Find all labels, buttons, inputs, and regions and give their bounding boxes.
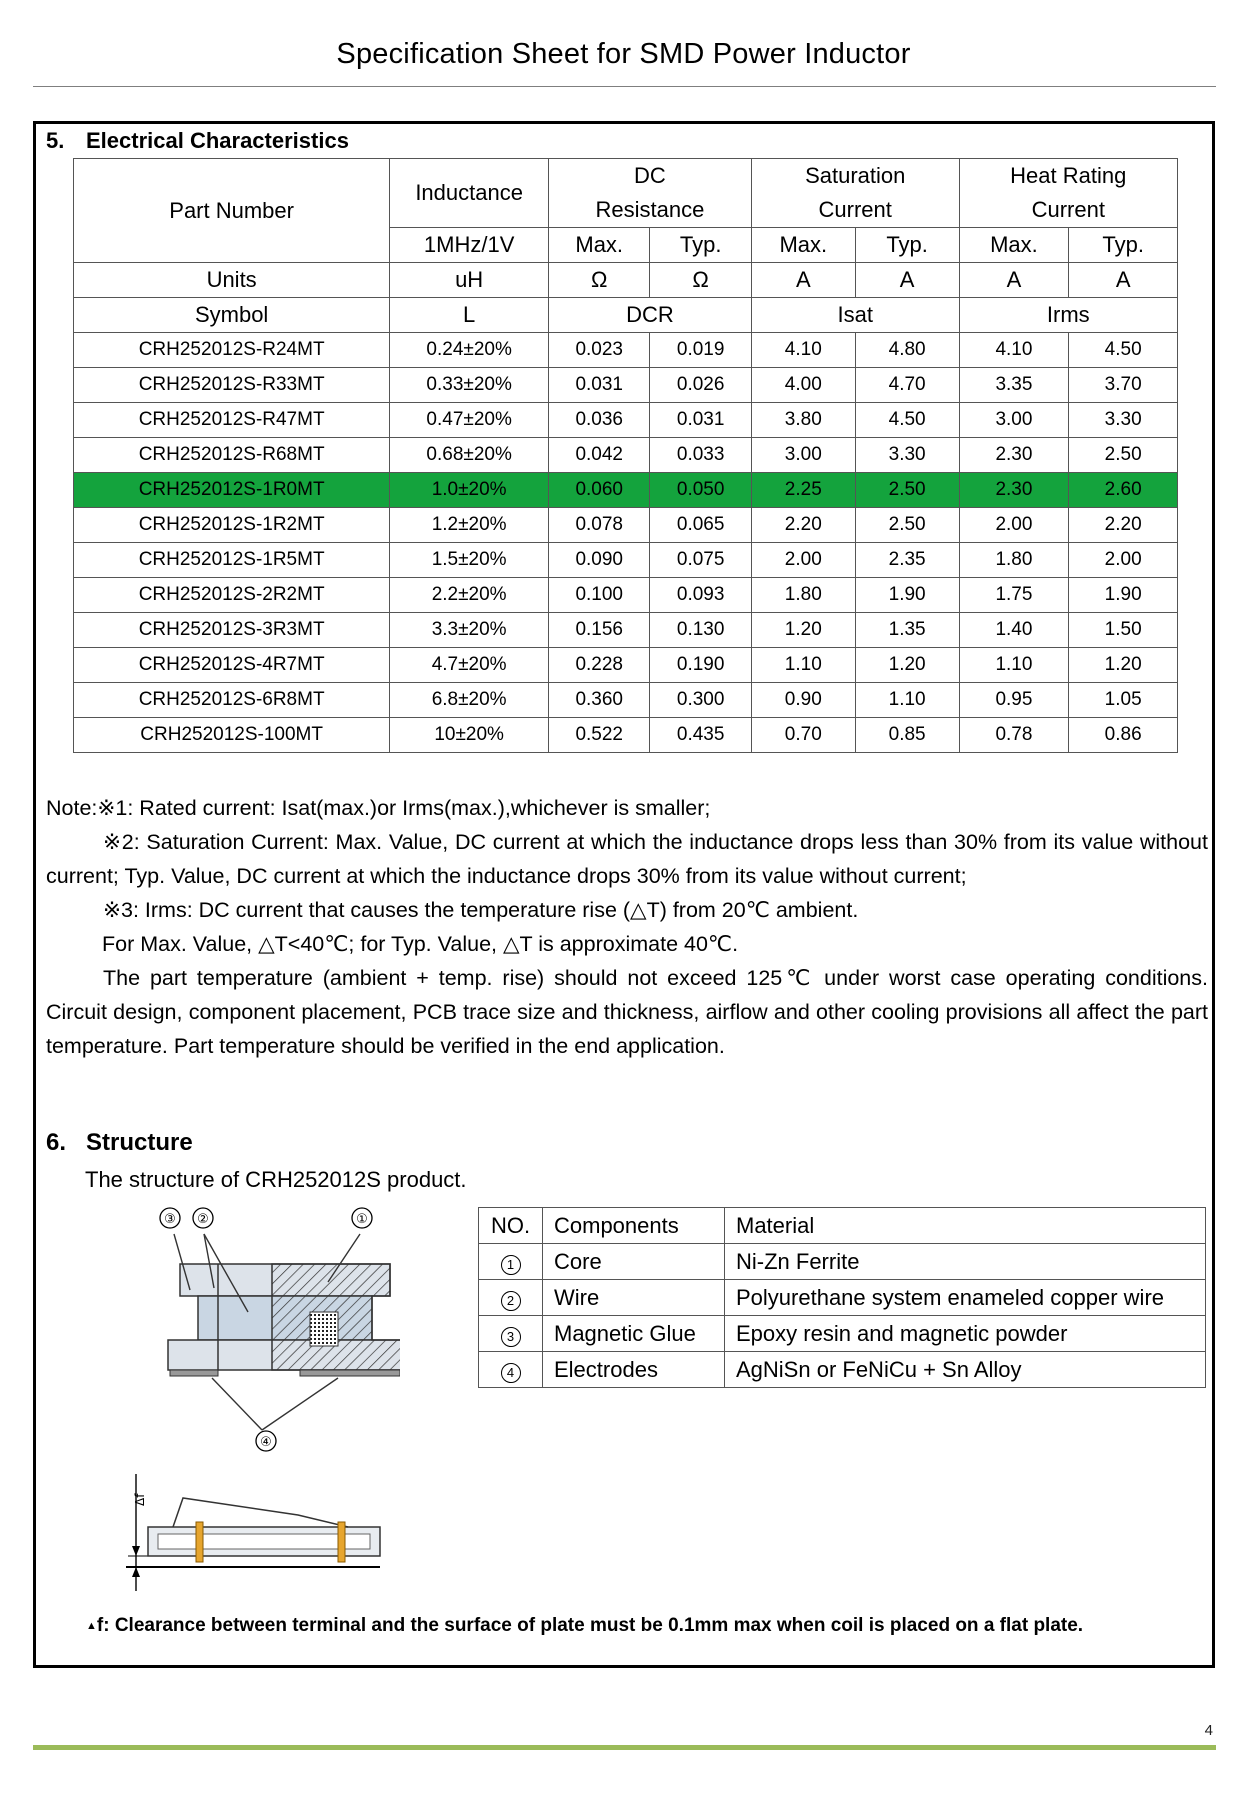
symbol-label: Symbol [74, 298, 390, 333]
cell-irms-typ: 0.86 [1069, 718, 1178, 753]
header-irms-typ: Typ. [1069, 228, 1178, 263]
units-dcr-typ: Ω [650, 263, 751, 298]
structure-intro: The structure of CRH252012S product. [85, 1167, 467, 1192]
cell-part-number: CRH252012S-2R2MT [74, 578, 390, 613]
component-name: Magnetic Glue [543, 1316, 725, 1352]
cell-inductance: 0.68±20% [390, 438, 549, 473]
cell-dcr-typ: 0.435 [650, 718, 751, 753]
footer-divider [33, 1745, 1216, 1750]
cell-isat-max: 4.00 [751, 368, 855, 403]
cell-part-number: CRH252012S-R33MT [74, 368, 390, 403]
terminal-right [338, 1522, 345, 1562]
cell-irms-max: 1.10 [959, 648, 1069, 683]
cell-isat-max: 1.10 [751, 648, 855, 683]
cell-irms-max: 2.00 [959, 508, 1069, 543]
cell-isat-typ: 3.30 [855, 438, 959, 473]
cell-isat-max: 2.00 [751, 543, 855, 578]
electrical-characteristics-table [73, 158, 1178, 753]
table-row [74, 718, 1178, 753]
delta-f-label: Δf [133, 1493, 147, 1506]
cell-dcr-typ: 0.019 [650, 333, 751, 368]
measure-arrow-up [132, 1567, 140, 1577]
header-heat-line2: Current [1031, 197, 1105, 222]
component-material: AgNiSn or FeNiCu + Sn Alloy [725, 1352, 1206, 1388]
cell-inductance: 0.47±20% [390, 403, 549, 438]
component-number-badge: 2 [501, 1291, 521, 1311]
component-row [479, 1352, 1206, 1388]
cell-isat-typ: 1.20 [855, 648, 959, 683]
cell-irms-max: 3.35 [959, 368, 1069, 403]
cell-irms-max: 1.75 [959, 578, 1069, 613]
cell-dcr-max: 0.090 [549, 543, 650, 578]
electrode-right [300, 1370, 400, 1376]
cell-part-number: CRH252012S-1R0MT [74, 473, 390, 508]
cell-dcr-max: 0.360 [549, 683, 650, 718]
section-6-title [46, 1129, 193, 1157]
cell-part-number: CRH252012S-1R2MT [74, 508, 390, 543]
cell-irms-max: 4.10 [959, 333, 1069, 368]
cell-part-number: CRH252012S-3R3MT [74, 613, 390, 648]
table-row [74, 683, 1178, 718]
table-row-highlighted [74, 473, 1178, 508]
cell-isat-typ: 1.90 [855, 578, 959, 613]
section-5-title [46, 128, 349, 154]
cell-irms-typ: 3.30 [1069, 403, 1178, 438]
component-name: Electrodes [543, 1352, 725, 1388]
cell-irms-typ: 1.50 [1069, 613, 1178, 648]
symbol-irms: Irms [959, 298, 1177, 333]
header-saturation-current [751, 159, 959, 228]
cell-dcr-max: 0.023 [549, 333, 650, 368]
diagram-label-2: ② [197, 1212, 209, 1227]
table-row [74, 438, 1178, 473]
cell-isat-typ: 2.35 [855, 543, 959, 578]
cell-part-number: CRH252012S-R24MT [74, 333, 390, 368]
cell-dcr-max: 0.036 [549, 403, 650, 438]
cell-isat-typ: 2.50 [855, 508, 959, 543]
comp-header-components: Components [543, 1208, 725, 1244]
cell-inductance: 4.7±20% [390, 648, 549, 683]
table-row [74, 648, 1178, 683]
cell-irms-typ: 2.50 [1069, 438, 1178, 473]
component-number-badge: 3 [501, 1327, 521, 1347]
section-6-number: 6. [46, 1129, 67, 1156]
symbol-isat: Isat [751, 298, 959, 333]
diagram-label-3: ③ [164, 1212, 176, 1227]
electrode-left [170, 1370, 218, 1376]
cell-inductance: 6.8±20% [390, 683, 549, 718]
inductor-structure-diagram [150, 1202, 400, 1457]
cell-inductance: 3.3±20% [390, 613, 549, 648]
component-number-badge: 4 [501, 1363, 521, 1383]
cell-irms-max: 1.40 [959, 613, 1069, 648]
header-dcr-typ: Typ. [650, 228, 751, 263]
units-irms-max: A [959, 263, 1069, 298]
component-row [479, 1280, 1206, 1316]
cell-irms-typ: 1.90 [1069, 578, 1178, 613]
header-heat-rating-current [959, 159, 1177, 228]
note-4: For Max. Value, △T<40℃; for Typ. Value, △T is approximate 40℃. [102, 932, 739, 956]
section-5-number: 5. [46, 128, 65, 153]
component-no [479, 1316, 543, 1352]
comp-header-no: NO. [479, 1208, 543, 1244]
cell-dcr-typ: 0.093 [650, 578, 751, 613]
cell-isat-max: 4.10 [751, 333, 855, 368]
component-number-badge: 1 [501, 1255, 521, 1275]
table-row [74, 578, 1178, 613]
cell-dcr-typ: 0.031 [650, 403, 751, 438]
header-irms-max: Max. [959, 228, 1069, 263]
cell-isat-typ: 4.80 [855, 333, 959, 368]
cell-isat-max: 1.80 [751, 578, 855, 613]
cell-dcr-max: 0.522 [549, 718, 650, 753]
table-row [74, 613, 1178, 648]
cell-isat-typ: 1.35 [855, 613, 959, 648]
units-inductance: uH [390, 263, 549, 298]
cell-irms-typ: 2.20 [1069, 508, 1178, 543]
header-test-frequency: 1MHz/1V [390, 228, 549, 263]
cell-inductance: 10±20% [390, 718, 549, 753]
component-no [479, 1280, 543, 1316]
cell-inductance: 2.2±20% [390, 578, 549, 613]
cell-dcr-max: 0.060 [549, 473, 650, 508]
page-title: Specification Sheet for SMD Power Inductor [336, 38, 911, 70]
triangle-icon: ▲ [86, 1620, 97, 1632]
note-2: ※2: Saturation Current: Max. Value, DC current at which the inductance drops less than 30% from its value without current; Typ. Value, DC current at which the inductance drops 30% from its value without current; [46, 830, 1208, 888]
header-isat-max: Max. [751, 228, 855, 263]
units-irms-typ: A [1069, 263, 1178, 298]
component-material: Ni-Zn Ferrite [725, 1244, 1206, 1280]
cell-dcr-typ: 0.130 [650, 613, 751, 648]
cell-irms-max: 2.30 [959, 473, 1069, 508]
component-row [479, 1244, 1206, 1280]
cell-irms-typ: 1.05 [1069, 683, 1178, 718]
terminal-left [196, 1522, 203, 1562]
table-row [74, 333, 1178, 368]
note-1: Note:※1: Rated current: Isat(max.)or Irms(max.),whichever is smaller; [46, 796, 711, 820]
component-material: Epoxy resin and magnetic powder [725, 1316, 1206, 1352]
cell-isat-max: 2.25 [751, 473, 855, 508]
cell-inductance: 0.24±20% [390, 333, 549, 368]
symbol-inductance: L [390, 298, 549, 333]
table-row [74, 508, 1178, 543]
measure-arrow-down [132, 1546, 140, 1556]
component-name: Wire [543, 1280, 725, 1316]
note-5: The part temperature (ambient + temp. rise) should not exceed 125℃ under worst case operating conditions. Circuit design, component placement, PCB trace size and thickness, airflow and other cooling provisions all affect the part temperature. Part temperature should be verified in the end application. [46, 966, 1208, 1058]
cell-dcr-typ: 0.075 [650, 543, 751, 578]
cell-part-number: CRH252012S-6R8MT [74, 683, 390, 718]
section-6-heading: Structure [86, 1129, 193, 1156]
cell-inductance: 1.0±20% [390, 473, 549, 508]
cell-isat-typ: 0.85 [855, 718, 959, 753]
header-dcr-max: Max. [549, 228, 650, 263]
cell-isat-typ: 4.70 [855, 368, 959, 403]
cell-part-number: CRH252012S-100MT [74, 718, 390, 753]
header-sat-line2: Current [818, 197, 892, 222]
cell-irms-max: 1.80 [959, 543, 1069, 578]
header-heat-line1: Heat Rating [1010, 163, 1127, 188]
diagram-label-1: ① [356, 1212, 368, 1227]
header-dc-line1: DC [634, 163, 666, 188]
cell-inductance: 0.33±20% [390, 368, 549, 403]
cell-dcr-typ: 0.026 [650, 368, 751, 403]
table-row [74, 368, 1178, 403]
section-5-heading: Electrical Characteristics [86, 128, 349, 153]
cell-dcr-max: 0.100 [549, 578, 650, 613]
cell-part-number: CRH252012S-4R7MT [74, 648, 390, 683]
diagram-label-4: ④ [260, 1435, 272, 1450]
cell-dcr-max: 0.078 [549, 508, 650, 543]
cell-isat-typ: 1.10 [855, 683, 959, 718]
cell-isat-max: 0.70 [751, 718, 855, 753]
cell-isat-max: 2.20 [751, 508, 855, 543]
header-part-number: Part Number [74, 159, 390, 263]
cell-inductance: 1.2±20% [390, 508, 549, 543]
component-row [479, 1316, 1206, 1352]
cell-irms-max: 0.78 [959, 718, 1069, 753]
header-divider [33, 86, 1216, 87]
units-isat-typ: A [855, 263, 959, 298]
cell-isat-max: 3.80 [751, 403, 855, 438]
cell-irms-typ: 3.70 [1069, 368, 1178, 403]
cell-part-number: CRH252012S-R47MT [74, 403, 390, 438]
cell-dcr-typ: 0.300 [650, 683, 751, 718]
cell-part-number: CRH252012S-R68MT [74, 438, 390, 473]
table-row [74, 543, 1178, 578]
cell-dcr-max: 0.228 [549, 648, 650, 683]
component-no [479, 1244, 543, 1280]
cell-inductance: 1.5±20% [390, 543, 549, 578]
components-table [478, 1207, 1206, 1388]
component-name: Core [543, 1244, 725, 1280]
cell-irms-max: 3.00 [959, 403, 1069, 438]
units-label: Units [74, 263, 390, 298]
cell-irms-max: 0.95 [959, 683, 1069, 718]
symbol-dcr: DCR [549, 298, 752, 333]
component-no [479, 1352, 543, 1388]
page-number: 4 [1204, 1722, 1213, 1739]
wire-winding [310, 1312, 338, 1346]
header-sat-line1: Saturation [805, 163, 906, 188]
clearance-diagram [118, 1470, 398, 1595]
component-material: Polyurethane system enameled copper wire [725, 1280, 1206, 1316]
units-isat-max: A [751, 263, 855, 298]
cell-dcr-max: 0.031 [549, 368, 650, 403]
table-row [74, 403, 1178, 438]
cell-irms-typ: 1.20 [1069, 648, 1178, 683]
cell-dcr-max: 0.156 [549, 613, 650, 648]
cell-dcr-typ: 0.033 [650, 438, 751, 473]
cell-dcr-typ: 0.050 [650, 473, 751, 508]
cell-dcr-max: 0.042 [549, 438, 650, 473]
notes-block [46, 791, 1208, 1063]
cell-irms-typ: 4.50 [1069, 333, 1178, 368]
units-dcr-max: Ω [549, 263, 650, 298]
header-isat-typ: Typ. [855, 228, 959, 263]
header-dc-line2: Resistance [595, 197, 705, 222]
header-dc-resistance [549, 159, 752, 228]
cell-isat-max: 0.90 [751, 683, 855, 718]
cell-isat-max: 3.00 [751, 438, 855, 473]
header-inductance: Inductance [390, 159, 549, 228]
cell-irms-typ: 2.60 [1069, 473, 1178, 508]
cell-part-number: CRH252012S-1R5MT [74, 543, 390, 578]
clearance-footnote [86, 1615, 1083, 1637]
cell-irms-typ: 2.00 [1069, 543, 1178, 578]
cell-isat-typ: 4.50 [855, 403, 959, 438]
comp-header-material: Material [725, 1208, 1206, 1244]
cell-dcr-typ: 0.065 [650, 508, 751, 543]
cell-dcr-typ: 0.190 [650, 648, 751, 683]
cell-isat-typ: 2.50 [855, 473, 959, 508]
cell-irms-max: 2.30 [959, 438, 1069, 473]
note-3: ※3: Irms: DC current that causes the temperature rise (△T) from 20℃ ambient. [103, 898, 859, 922]
footnote-text: f: Clearance between terminal and the surface of plate must be 0.1mm max when coil is placed on a flat plate. [96, 1615, 1084, 1636]
cell-isat-max: 1.20 [751, 613, 855, 648]
